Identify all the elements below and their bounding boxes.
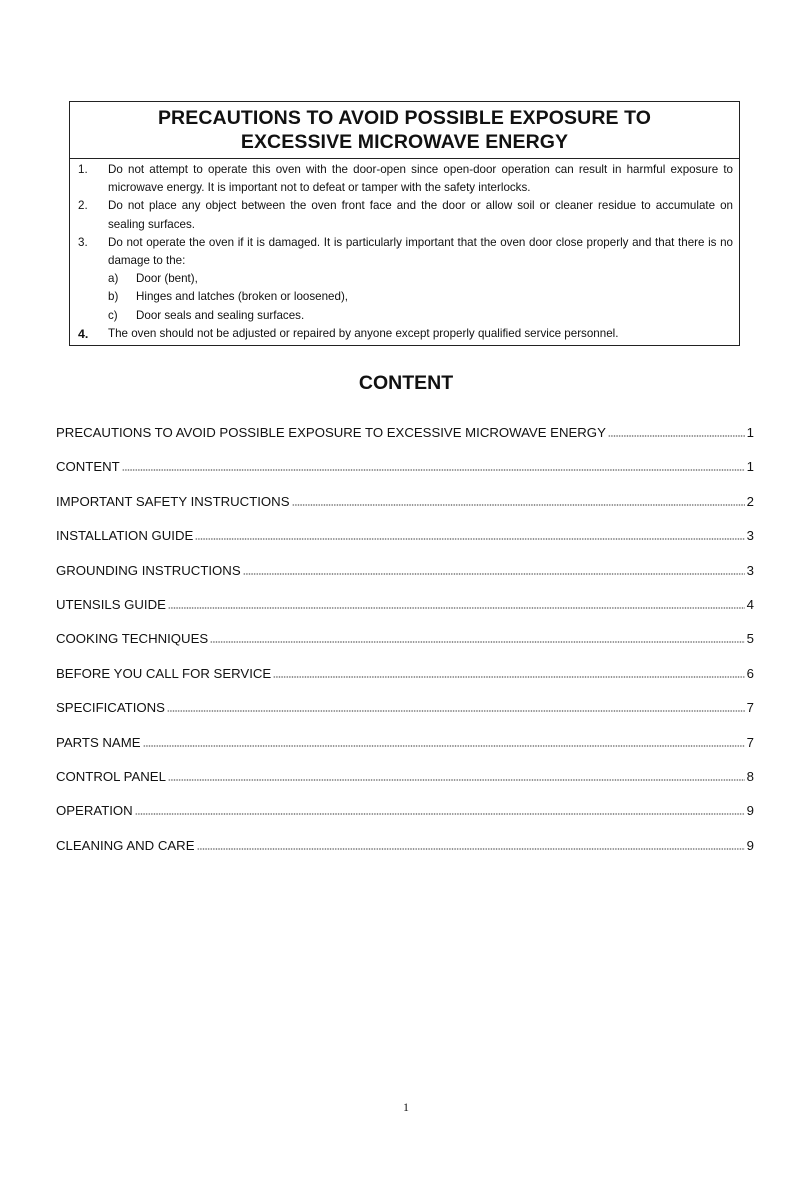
precaution-text: Do not attempt to operate this oven with the door-open since open-door operation can result in harmful exposure to microwave energy. It is important not to defeat or tamper with the safety interlocks.	[108, 163, 733, 195]
toc-entry[interactable]	[56, 554, 754, 588]
page-number: 1	[403, 1100, 409, 1114]
toc-entry-page: 3	[746, 562, 754, 578]
precaution-text: Do not operate the oven if it is damaged. It is particularly important that the oven door close properly and that there is no damage to the:	[108, 235, 733, 268]
toc-entry-title: UTENSILS GUIDE	[56, 597, 166, 613]
sub-item-text: Door (bent),	[136, 272, 198, 286]
precaution-text: Do not place any object between the oven front face and the door or allow soil or cleaner residue to accumulate on sealing surfaces.	[108, 199, 733, 231]
toc-entry-page: 9	[746, 803, 754, 819]
toc-entry-page: 3	[746, 528, 754, 544]
precaution-item	[78, 234, 733, 325]
toc-entry-title: BEFORE YOU CALL FOR SERVICE	[56, 665, 272, 681]
toc-entry-page: 1	[746, 459, 754, 475]
toc-dot-leader	[210, 633, 744, 643]
damage-sub-item	[108, 270, 733, 288]
precaution-text: The oven should not be adjusted or repaired by anyone except properly qualified service personnel.	[108, 326, 619, 340]
toc-entry-title: CONTENT	[56, 459, 120, 475]
toc-entry-title: SPECIFICATIONS	[56, 700, 165, 716]
toc-entry-title: IMPORTANT SAFETY INSTRUCTIONS	[56, 493, 290, 509]
toc-dot-leader	[243, 565, 745, 575]
toc-entry[interactable]	[56, 622, 754, 656]
toc-entry[interactable]	[56, 760, 754, 794]
precaution-item	[78, 197, 733, 233]
sub-item-letter: b)	[108, 290, 119, 304]
toc-dot-leader	[167, 702, 745, 712]
toc-entry-page: 5	[746, 631, 754, 647]
sub-item-letter: c)	[108, 308, 118, 322]
toc-entry-title: CLEANING AND CARE	[56, 837, 195, 853]
toc-entry[interactable]	[56, 588, 754, 622]
toc-dot-leader	[273, 668, 744, 678]
toc-entry-title: GROUNDING INSTRUCTIONS	[56, 562, 241, 578]
precaution-number: 4.	[78, 326, 89, 341]
toc-entry-title: COOKING TECHNIQUES	[56, 631, 209, 647]
toc-entry-page: 7	[746, 700, 754, 716]
toc-dot-leader	[122, 461, 745, 471]
toc-dot-leader	[168, 771, 745, 781]
toc-entry[interactable]	[56, 416, 754, 450]
toc-entry[interactable]	[56, 485, 754, 519]
toc-entry-title: PARTS NAME	[56, 734, 141, 750]
toc-entry-title: INSTALLATION GUIDE	[56, 528, 194, 544]
toc-entry[interactable]	[56, 726, 754, 760]
toc-entry-page: 8	[746, 769, 754, 785]
sub-item-text: Hinges and latches (broken or loosened),	[136, 290, 349, 304]
toc-entry-page: 4	[746, 597, 754, 613]
damage-sub-item	[108, 307, 733, 325]
toc-entry[interactable]	[56, 691, 754, 725]
toc-entry[interactable]	[56, 829, 754, 863]
precautions-title-line-1: PRECAUTIONS TO AVOID POSSIBLE EXPOSURE TO	[157, 107, 652, 129]
precaution-item	[78, 325, 733, 343]
toc-entry-page: 6	[746, 665, 754, 681]
toc-entry[interactable]	[56, 657, 754, 691]
table-of-contents	[56, 416, 754, 863]
toc-entry[interactable]	[56, 450, 754, 484]
precautions-title-line-2: EXCESSIVE MICROWAVE ENERGY	[240, 131, 569, 153]
toc-dot-leader	[197, 840, 745, 850]
toc-dot-leader	[143, 737, 745, 747]
precautions-list	[70, 159, 739, 345]
toc-dot-leader	[135, 805, 745, 815]
toc-entry-page: 1	[746, 425, 754, 440]
precaution-number: 3.	[78, 235, 88, 249]
sub-item-letter: a)	[108, 272, 119, 286]
toc-entry-page: 9	[746, 837, 754, 853]
precautions-box	[69, 101, 740, 346]
toc-dot-leader	[292, 496, 745, 506]
precautions-heading	[70, 102, 739, 159]
precaution-number: 2.	[78, 199, 88, 213]
sub-item-text: Door seals and sealing surfaces.	[136, 308, 305, 322]
toc-dot-leader	[168, 599, 745, 609]
toc-entry-page: 7	[746, 734, 754, 750]
precaution-item	[78, 161, 733, 197]
toc-dot-leader	[195, 530, 744, 540]
content-heading: CONTENT	[358, 372, 454, 394]
toc-entry[interactable]	[56, 794, 754, 828]
precaution-number: 1.	[78, 163, 88, 176]
damage-sub-item	[108, 288, 733, 306]
toc-entry[interactable]	[56, 519, 754, 553]
toc-entry-title: CONTROL PANEL	[56, 769, 166, 785]
toc-entry-page: 2	[746, 493, 754, 509]
toc-entry-title: PRECAUTIONS TO AVOID POSSIBLE EXPOSURE TO EXCESSIVE MICROWAVE ENERGY	[56, 425, 606, 440]
toc-entry-title: OPERATION	[56, 803, 133, 819]
toc-dot-leader	[608, 427, 745, 437]
